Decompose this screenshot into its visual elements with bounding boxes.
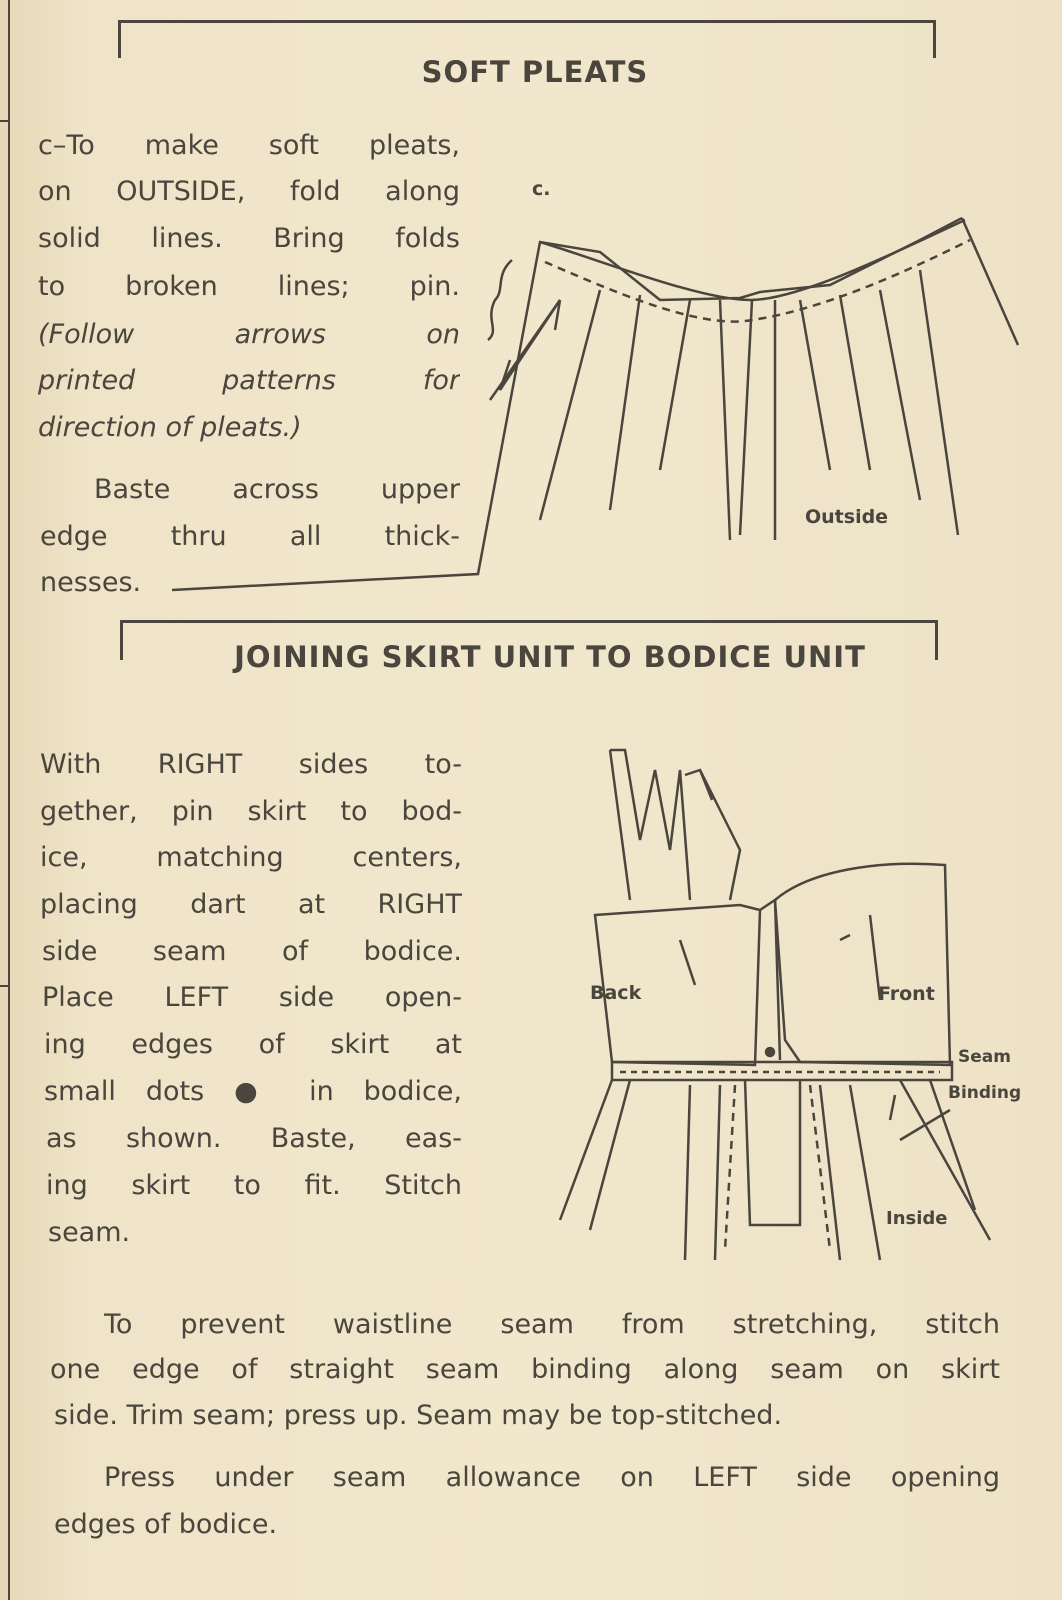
text-line: ing edges of skirt at	[44, 1029, 462, 1060]
text-line: seam.	[48, 1217, 131, 1248]
text-line: one edge of straight seam binding along seam on skirt	[50, 1354, 1000, 1385]
text-line: (Follow arrows on	[38, 319, 460, 350]
text-line: printed patterns for	[38, 365, 460, 396]
diagram-label-outside: Outside	[805, 506, 889, 528]
text-line: as shown. Baste, eas-	[46, 1123, 462, 1154]
text-line: side seam of bodice.	[42, 936, 462, 967]
text-line: nesses.	[40, 567, 142, 598]
text-line: to broken lines; pin.	[38, 271, 460, 302]
text-line: To prevent waistline seam from stretching, stitch	[104, 1309, 1000, 1340]
text-line: edge thru all thick-	[40, 521, 460, 552]
text-line: Place LEFT side open-	[42, 982, 462, 1013]
text-line: small dots ● in bodice,	[44, 1076, 462, 1107]
text-line: Press under seam allowance on LEFT side opening	[104, 1462, 1000, 1493]
diagram-label-binding: Binding	[948, 1083, 1022, 1103]
text-line: Baste across upper	[94, 474, 460, 505]
soft-pleats-heading: SOFT PLEATS	[421, 55, 649, 89]
text-line: direction of pleats.)	[38, 412, 302, 443]
text-line: With RIGHT sides to-	[40, 749, 462, 780]
text-line: gether, pin skirt to bod-	[40, 796, 462, 827]
text-line: c–To make soft pleats,	[38, 130, 460, 161]
text-line: ice, matching centers,	[40, 842, 462, 873]
diagram-label-c: c.	[532, 178, 551, 200]
text-line: edges of bodice.	[54, 1509, 278, 1540]
diagram-label-back: Back	[590, 982, 642, 1004]
diagram-label-inside: Inside	[886, 1208, 948, 1229]
text-line: ing skirt to fit. Stitch	[46, 1170, 462, 1201]
text-line: on OUTSIDE, fold along	[38, 176, 460, 207]
joining-heading: JOINING SKIRT UNIT TO BODICE UNIT	[234, 640, 866, 674]
text-line: solid lines. Bring folds	[38, 223, 460, 254]
text-line: side. Trim seam; press up. Seam may be top-stitched.	[54, 1400, 783, 1431]
diagram-label-seam: Seam	[958, 1047, 1011, 1067]
diagram-label-front: Front	[878, 983, 935, 1005]
text-line: placing dart at RIGHT	[40, 889, 462, 920]
